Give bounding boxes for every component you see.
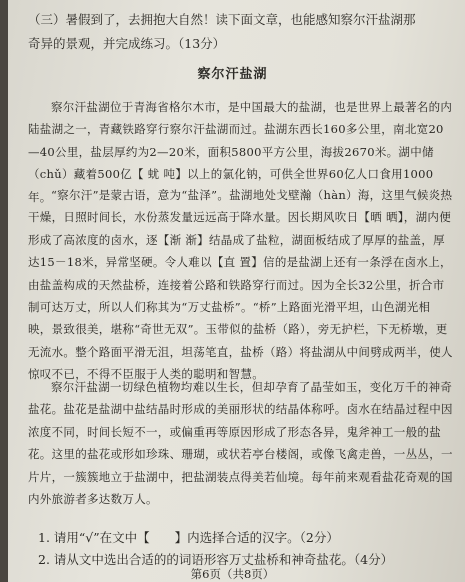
question-2: 2. 请从文中选出合适的的词语形容万丈盐桥和神奇盐花。（4分） <box>38 552 394 567</box>
page-number: 第6页（共8页） <box>190 567 275 581</box>
paragraph-2: “察尔汗”是蒙古语，意为“盐泽”。盐湖地处戈壁瀚（hàn）海，这里气候炎热干燥，日照时间长，水份蒸发量远远高于降水量。因长期风吹日【晒 晒】，湖内便形成了高浓度的卤水，逐【渐 渐】结晶成了盐粒，湖面板结成了厚厚的盐盖，厚达15－18米，异常坚硬。令人难以【直 置】信的是盐湖上还有一条浮在卤水上，由盐盖构成的天然盐桥，连接着公路和铁路穿行而过。因为全长32公里，折合市制可达万丈，所以人们称其为“万丈盐桥”。“桥”上路面光滑平坦，山色湖光相映，景致很美，堪称“奇世无双”。玉带似的盐桥（路），旁无护栏，下无桥墩，更无流水。整个路面平滑无沮，坦荡笔直，盐桥（路）将盐湖从中间劈成两半，使人惊叹不已，不得不臣服于人类的聪明和智慧。 <box>28 188 453 382</box>
paragraph-1: 察尔汗盐湖位于青海省格尔木市，是中国最大的盐湖，也是世界上最著名的内陆盐湖之一，青藏铁路穿行察尔汗盐湖而过。盐湖东西长160多公里，南北宽20—40公里，盐层厚约为2—20米，面积5800平方公里，海拔2670米。湖中储（chǔ）藏着500亿【 蚘 吨】以上的氯化钠，可供全世界60亿人口食用1000年。 <box>28 100 453 204</box>
article-title: 察尔汗盐湖 <box>197 67 268 82</box>
intro-line-2: 奇异的景观，并完成练习。（13分） <box>28 36 226 51</box>
paragraph-3: 察尔汗盐湖一切绿色植物均难以生长，但却孕育了晶莹如玉，变化万千的神奇盐花。盐花是盐湖中盐结晶时形成的美丽形状的结晶体称呼。卤水在结晶过程中因浓度不同，时间长短不一，或偏重再等原因形成了形态各异，鬼斧神工一般的盐花。这里的盐花或形如珍珠、珊瑚，或状若亭台楼阁，或像飞禽走兽，一丛丛，一片片，一簇簇地立于盐湖中，把盐湖装点得美若仙境。每年前来观看盐花奇观的国内外旅游者多达数万人。 <box>28 380 453 507</box>
intro-line-1: （三）暑假到了，去拥抱大自然！读下面文章，也能感知察尔汗盐湖那 <box>28 12 416 27</box>
section-intro <box>28 8 448 56</box>
question-1: 1. 请用“√”在文中【 】内选择合适的汉字。（2分） <box>38 530 339 545</box>
page-edge-shadow <box>0 0 8 582</box>
